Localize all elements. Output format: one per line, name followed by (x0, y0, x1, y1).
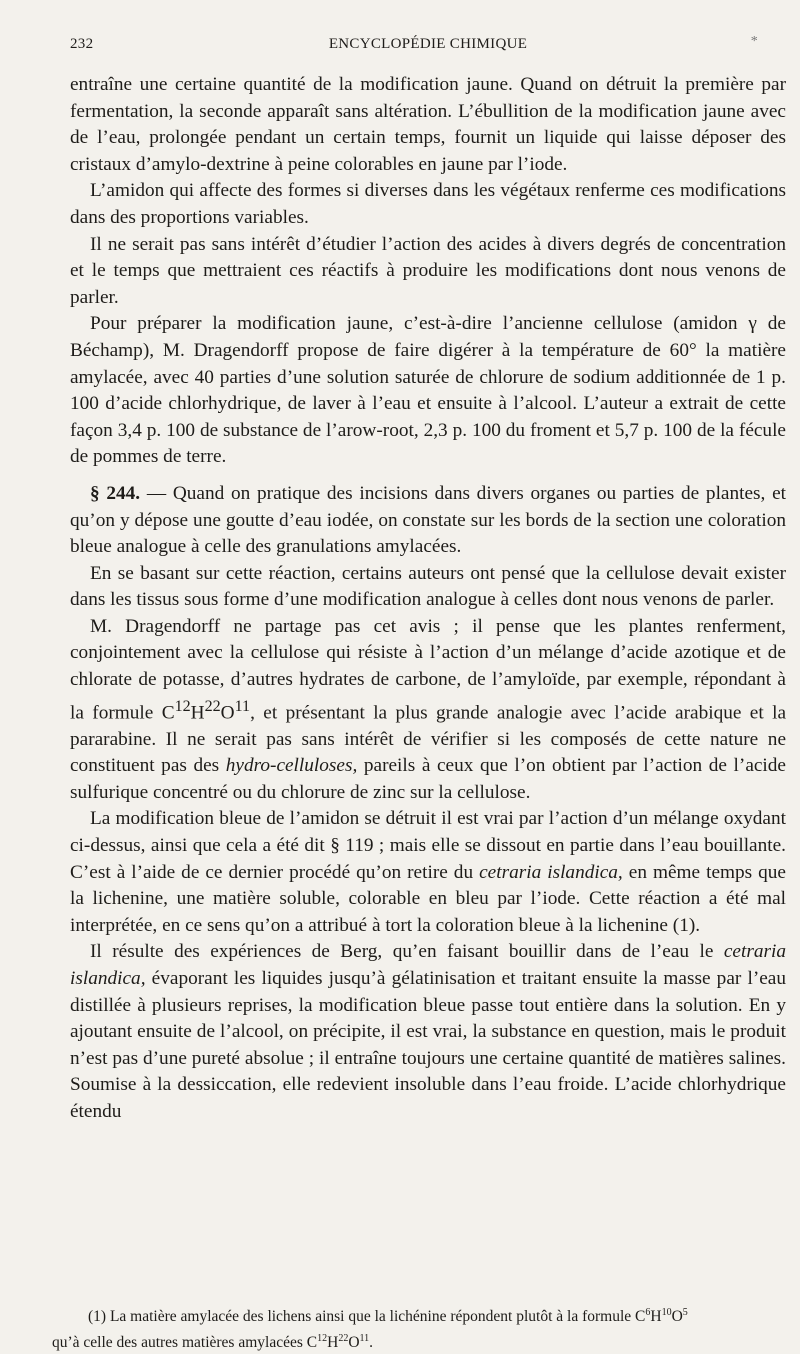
formula-subscript: 12 (174, 697, 191, 715)
section-number: § 244. (90, 482, 141, 504)
corner-mark: * (750, 34, 758, 49)
paragraph: En se basant sur cette réaction, certains auteurs ont pensé que la cellulose devait exister dans les tissus sous forme d’une modification analogue à celles dont nous venons de parler. (70, 562, 786, 611)
footnote: (1) La matière amylacée des lichens ainsi que la lichénine répondent plutôt à la formule $C^6H^{10}O^5$ qu’à celle des autres matières amylacées $C^{12}H^{22}O^{11}$. (52, 1307, 688, 1352)
paragraph: Il ne serait pas sans intérêt d’étudier l’action des acides à divers degrés de concentration et le temps que mettraient ces réactifs à produire les modifications dont nous venons de parler. (70, 233, 786, 308)
section-paragraph: § 244. — Quand on pratique des incisions dans divers organes ou parties de plantes, et qu’on y dépose une goutte d’eau iodée, on constate sur les bords de la section une coloration bleue analogue à celle des granulations amylacées. (70, 482, 787, 558)
italic-term: cetraria islandica, (479, 861, 623, 883)
body-text (70, 72, 786, 1126)
paragraph: Pour préparer la modification jaune, c’est-à-dire l’ancienne cellulose (amidon γ de Béchamp), M. Dragendorff propose de faire digérer à la température de 60° la matière amylacée, avec 40 parties d’une solution saturée de chlorure de sodium additionnée de 1 p. 100 d’acide chlorhydrique, de laver à l’eau et ensuite à l’alcool. L’auteur a extrait de cette façon 3,4 p. 100 de substance de l’arow-root, 2,3 p. 100 du froment et 5,7 p. 100 de la fécule de pommes de terre. (70, 313, 786, 468)
page-number: 232 (70, 36, 94, 52)
italic-term: hydro-celluloses, (225, 755, 358, 777)
italic-term: cetraria islandica, (70, 941, 786, 990)
paragraph-continued: entraîne une certaine quantité de la modification jaune. Quand on détruit la première par fermentation, la seconde apparaît sans altération. L’ébullition de la modification jaune avec de l’eau, prolongée pendant un certain temps, fournit un liquide qui laisse déposer des cristaux d’amylo-dextrine à peine colorables en jaune par l’iode. (70, 74, 786, 175)
paragraph: M. Dragendorff ne partage pas cet avis ; il pense que les plantes renferment, conjointement avec la cellulose qui résiste à l’action d’un mélange d’acide azotique et de chlorate de potasse, d’autres hydrates de carbone, de l’amyloïde, par exemple, répondant à la formule $C^{12}H^{22}O^{11}$, et présentant la plus grande analogie avec l’acide arabique et la pararabine. Il ne serait pas sans intérêt de vérifier si les composés de cette nature ne constituent pas des hydro-celluloses, pareils à ceux que l’on obtient par l’action de l’acide sulfurique concentré ou du chlorure de zinc sur la cellulose. (70, 615, 786, 803)
paragraph: La modification bleue de l’amidon se détruit il est vrai par l’action d’un mélange oxydant ci-dessus, ainsi que cela a été dit § 119 ; mais elle se dissout en partie dans l’eau bouillante. C’est à l’aide de ce dernier procédé qu’on retire du cetraria islandica, en même temps que la lichenine, une matière soluble, colorable en bleu par l’iode. Cette réaction a été mal interprétée, en ce sens qu’on a attribué à tort la coloration bleue à la lichenine (1). (70, 808, 786, 936)
running-head (70, 30, 786, 60)
paragraph: Il résulte des expériences de Berg, qu’en faisant bouillir dans de l’eau le cetraria islandica, évaporant les liquides jusqu’à gélatinisation et traitant ensuite la masse par l’eau distillée à plusieurs reprises, la modification bleue passe tout entière dans la solution. En y ajoutant ensuite de l’alcool, on précipite, il est vrai, la substance en question, mais le produit n’est pas d’une pureté absolue ; il entraîne toujours une certaine quantité de matières salines. Soumise à la dessiccation, elle redevient insoluble dans l’eau froide. L’acide chlorhydrique étendu (70, 941, 786, 1122)
running-title: ENCYCLOPÉDIE CHIMIQUE (328, 36, 528, 52)
paragraph: L’amidon qui affecte des formes si diverses dans les végétaux renferme ces modifications dans des proportions variables. (70, 180, 786, 228)
